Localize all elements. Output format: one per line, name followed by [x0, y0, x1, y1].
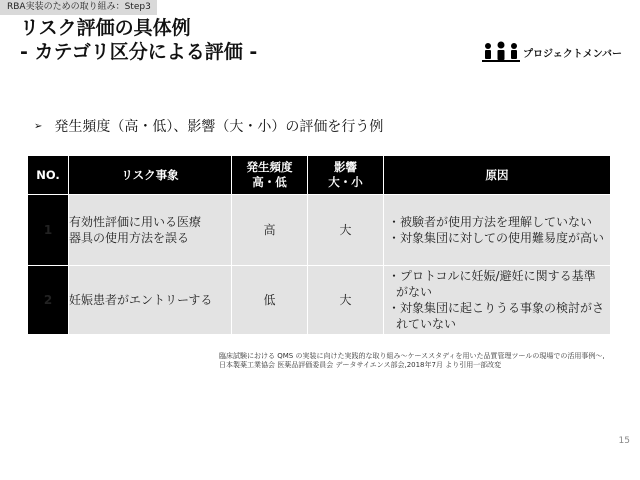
- people-group-icon: [482, 40, 520, 62]
- arrow-right-icon: ➢: [34, 121, 43, 132]
- frequency-value: 高: [232, 195, 308, 266]
- table-row: [28, 195, 611, 266]
- step-tag: RBA実装のための取り組み：Step3: [0, 0, 157, 15]
- impact-value: 大: [308, 266, 384, 335]
- table-row: [28, 266, 611, 335]
- header-impact-line2: 大・小: [328, 175, 363, 189]
- row-number: 1: [28, 195, 69, 266]
- risk-event-line1: 妊娠患者がエントリーする: [69, 293, 213, 307]
- frequency-value: 低: [232, 266, 308, 335]
- header-impact-line1: 影響: [334, 160, 357, 174]
- header-frequency: [232, 156, 308, 195]
- project-member-badge: [482, 40, 622, 62]
- source-footnote: [219, 352, 605, 370]
- row-number: 2: [28, 266, 69, 335]
- cause-cell: [384, 195, 611, 266]
- cause-item: ・被験者が使用方法を理解していない: [388, 215, 593, 229]
- risk-event-line2: 器具の使用方法を誤る: [69, 231, 190, 245]
- page-title: [20, 16, 257, 64]
- bullet-point: [34, 118, 383, 136]
- footnote-line1: 臨床試験における QMS の実装に向けた実践的な取り組み～ケーススタディを用いた品質管理ツールの現場での活用事例～,: [219, 352, 605, 360]
- cause-item: ・対象集団に起こりうる事象の検討がされていない: [388, 301, 605, 331]
- header-cause: 原因: [384, 156, 611, 195]
- risk-event-line1: 有効性評価に用いる医療: [69, 215, 202, 229]
- header-no: NO.: [28, 156, 69, 195]
- cause-cell: [384, 266, 611, 335]
- title-line-1: リスク評価の具体例: [20, 17, 191, 39]
- header-frequency-line1: 発生頻度: [246, 160, 293, 174]
- title-line-2: - カテゴリ区分による評価 -: [20, 41, 258, 63]
- project-member-label: プロジェクトメンバー: [523, 49, 622, 60]
- header-event: リスク事象: [69, 156, 232, 195]
- cause-item: ・対象集団に対しての使用難易度が高い: [388, 231, 605, 245]
- cause-item: ・プロトコルに妊娠/避妊に関する基準がない: [388, 269, 596, 299]
- page-number: 15: [618, 436, 630, 446]
- risk-table: [27, 155, 611, 335]
- risk-event: [69, 195, 232, 266]
- header-impact: [308, 156, 384, 195]
- impact-value: 大: [308, 195, 384, 266]
- footnote-line2: 日本製薬工業協会 医薬品評価委員会 データサイエンス部会,2018年7月 より引用一部改変: [219, 361, 502, 369]
- header-frequency-line2: 高・低: [252, 175, 287, 189]
- risk-event: [69, 266, 232, 335]
- bullet-text: 発生頻度（高・低）、影響（大・小）の評価を行う例: [54, 119, 384, 135]
- table-header-row: [28, 156, 611, 195]
